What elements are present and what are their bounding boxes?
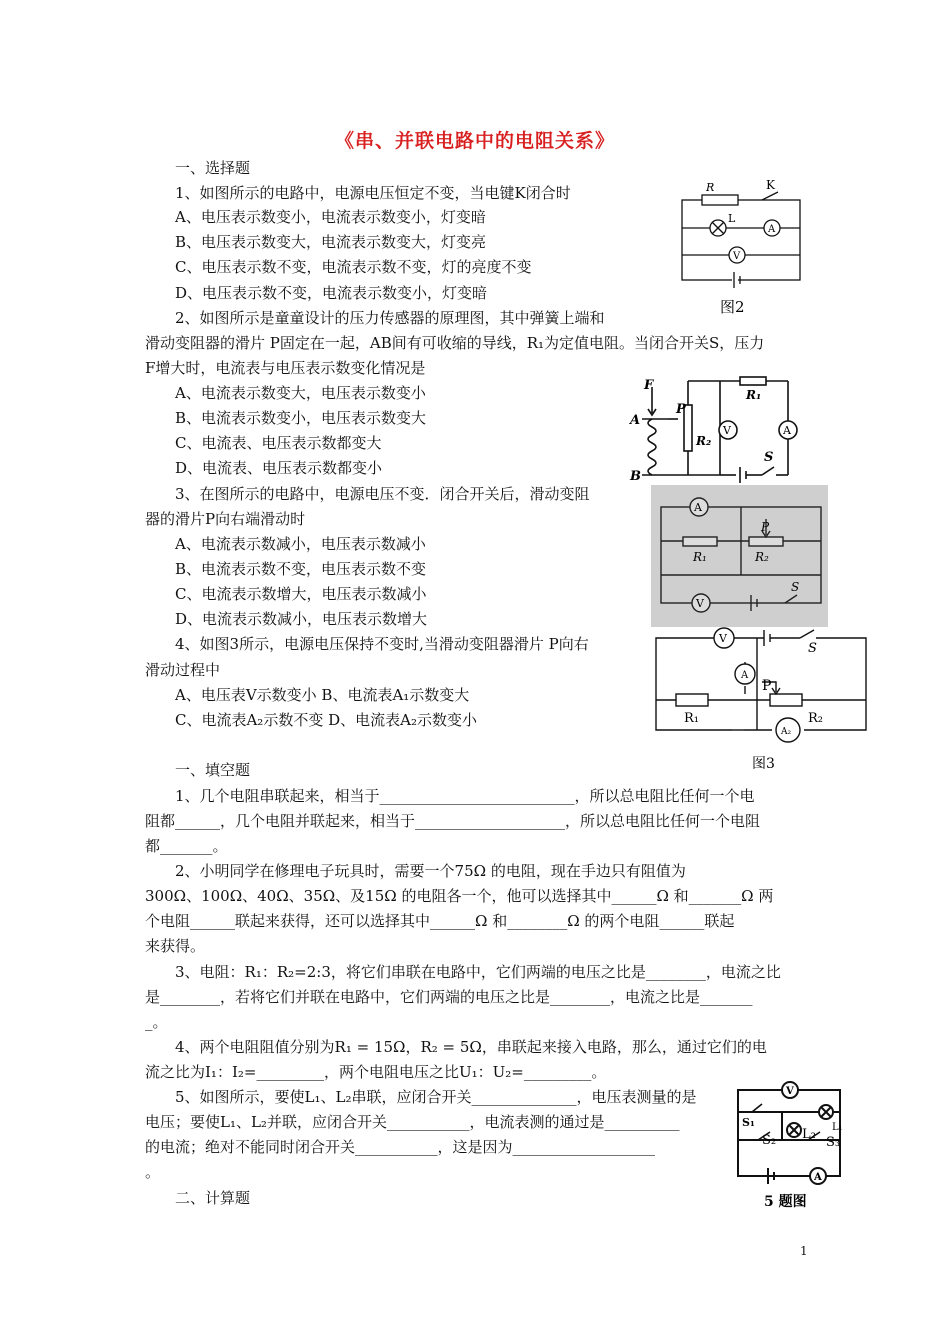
text-line: 的电流；绝对不能同时闭合开关___________，这是因为___________________: [145, 1138, 656, 1156]
text-line: 个电阻______联起来获得，还可以选择其中______Ω 和________Ω 的两个电阻______联起: [145, 912, 735, 930]
text-line: 1、如图所示的电路中，电源电压恒定不变，当电键K闭合时: [175, 184, 571, 202]
fig4-label-a2: A₂: [781, 727, 792, 737]
fig4-label-a1: A: [741, 670, 749, 681]
text-line: C、电流表、电压表示数都变大: [175, 434, 382, 452]
circuit-figure-1: [670, 178, 810, 316]
text-line: 2、小明同学在修理电子玩具时，需要一个75Ω 的电阻，现在手边只有阻值为: [175, 862, 686, 880]
text-line: 5、如图所示，要使L₁、L₂串联，应闭合开关______________，电压表测量的是: [175, 1088, 697, 1106]
text-line: A、电压表示数变小，电流表示数变小，灯变暗: [175, 208, 486, 226]
fig5-label-s3: S₃: [826, 1135, 841, 1150]
text-line: 来获得。: [145, 937, 206, 955]
fig2-label-a: A: [630, 413, 641, 428]
text-line: 器的滑片P向右端滑动时: [145, 510, 306, 528]
text-line: 电压；要使L₁、L₂并联，应闭合开关___________，电流表测的通过是__________: [145, 1113, 680, 1131]
fig4-label-r1: R₁: [684, 711, 699, 726]
text-line: D、电压表示数不变，电流表示数变小，灯变暗: [175, 284, 488, 302]
fig1-label-a: A: [768, 224, 776, 235]
fig5-caption: 5 题图: [764, 1194, 807, 1210]
text-line: A、电压表V示数变小 B、电流表A₁示数变大: [175, 686, 470, 704]
circuit-figure-2: [628, 375, 808, 487]
text-line: 一、选择题: [175, 159, 251, 177]
fig5-label-s2: S₂: [762, 1133, 777, 1148]
text-line: 流之比为I₁：I₂=_________，两个电阻电压之比U₁：U₂=_________。: [145, 1063, 607, 1081]
text-line: 二、计算题: [175, 1189, 251, 1207]
text-line: 3、电阻：R₁：R₂=2:3，将它们串联在电路中，它们两端的电压之比是________，电流之比: [175, 963, 781, 981]
text-line: 是________，若将它们并联在电路中，它们两端的电压之比是________，电流之比是_______: [145, 988, 753, 1006]
fig3-label-s: S: [791, 580, 800, 594]
text-line: 滑动变阻器的滑片 P固定在一起，AB间有可收缩的导线，R₁为定值电阻。当闭合开关S，压力: [145, 334, 765, 352]
fig5-label-l2: L₂: [802, 1127, 816, 1142]
circuit-figure-3: [651, 485, 828, 627]
fig2-label-s: S: [764, 450, 774, 465]
fig2-label-r1: R₁: [746, 388, 762, 402]
fig2-label-v: V: [723, 424, 731, 437]
text-line: D、电流表示数减小，电压表示数增大: [175, 610, 428, 628]
text-line: 阻都______，几个电阻并联起来，相当于____________________，所以总电阻比任何一个电阻: [145, 812, 761, 830]
fig5-label-v: V: [786, 1086, 794, 1097]
text-line: C、电压表示数不变，电流表示数不变，灯的亮度不变: [175, 258, 532, 276]
text-line: 滑动过程中: [145, 661, 221, 679]
text-line: _。: [145, 1013, 168, 1031]
text-line: B、电流表示数不变，电压表示数不变: [175, 560, 427, 578]
text-line: A、电流表示数减小，电压表示数减小: [175, 535, 426, 553]
fig4-caption: 图3: [752, 756, 775, 772]
fig3-label-p: P: [761, 520, 770, 534]
text-line: A、电流表示数变大，电压表示数变小: [175, 384, 426, 402]
fig4-label-p: P: [762, 678, 772, 694]
fig5-label-a: A: [814, 1172, 822, 1183]
fig5-label-s1: S₁: [742, 1116, 755, 1129]
text-line: 一、填空题: [175, 761, 251, 779]
fig1-label-r: R: [706, 181, 715, 194]
fig1-caption: 图2: [720, 298, 745, 316]
text-line: 1、几个电阻串联起来，相当于__________________________，所以总电阻比任何一个电: [175, 787, 755, 805]
fig3-label-a: A: [694, 501, 702, 514]
fig3-label-r1: R₁: [693, 550, 707, 564]
fig1-label-k: K: [766, 178, 775, 192]
fig2-label-amm: A: [783, 424, 791, 437]
fig2-label-r2: R₂: [696, 434, 712, 448]
text-line: C、电流表示数增大，电压表示数减小: [175, 585, 427, 603]
fig2-label-b: B: [630, 469, 641, 484]
fig4-label-v: V: [719, 632, 727, 645]
fig4-label-r2: R₂: [808, 711, 823, 726]
fig3-label-v: V: [696, 597, 704, 610]
text-line: 300Ω、100Ω、40Ω、35Ω、及15Ω 的电阻各一个，他可以选择其中______Ω 和_______Ω 两: [145, 887, 774, 905]
text-line: 4、如图3所示，电源电压保持不变时,当滑动变阻器滑片 P向右: [175, 635, 589, 653]
circuit-figure-4: [652, 622, 872, 778]
text-line: 2、如图所示是童童设计的压力传感器的原理图，其中弹簧上端和: [175, 309, 605, 327]
page-number: 1: [800, 1244, 808, 1258]
text-line: 。: [145, 1163, 161, 1181]
circuit-figure-5: [732, 1078, 850, 1210]
text-line: 都_______。: [145, 837, 228, 855]
fig4-label-s: S: [808, 641, 817, 656]
text-line: F增大时，电流表与电压表示数变化情况是: [145, 359, 426, 377]
text-line: B、电流表示数变小，电压表示数变大: [175, 409, 427, 427]
text-line: 4、两个电阻阻值分别为R₁ = 15Ω，R₂ = 5Ω，串联起来接入电路，那么，通过它们的电: [175, 1038, 767, 1056]
fig5-label-l1: L₁: [832, 1122, 843, 1133]
fig1-label-v: V: [733, 251, 741, 262]
fig2-label-p: P: [676, 402, 686, 417]
text-line: B、电压表示数变大，电流表示数变大，灯变亮: [175, 233, 487, 251]
text-line: 3、在图所示的电路中，电源电压不变．闭合开关后，滑动变阻: [175, 485, 590, 503]
text-line: C、电流表A₂示数不变 D、电流表A₂示数变小: [175, 711, 477, 729]
fig1-label-l: L: [728, 212, 736, 225]
fig3-label-r2: R₂: [755, 550, 769, 564]
fig2-label-f: F: [644, 378, 654, 393]
page-title: 《串、并联电路中的电阻关系》: [334, 130, 615, 152]
text-line: D、电流表、电压表示数都变小: [175, 459, 383, 477]
